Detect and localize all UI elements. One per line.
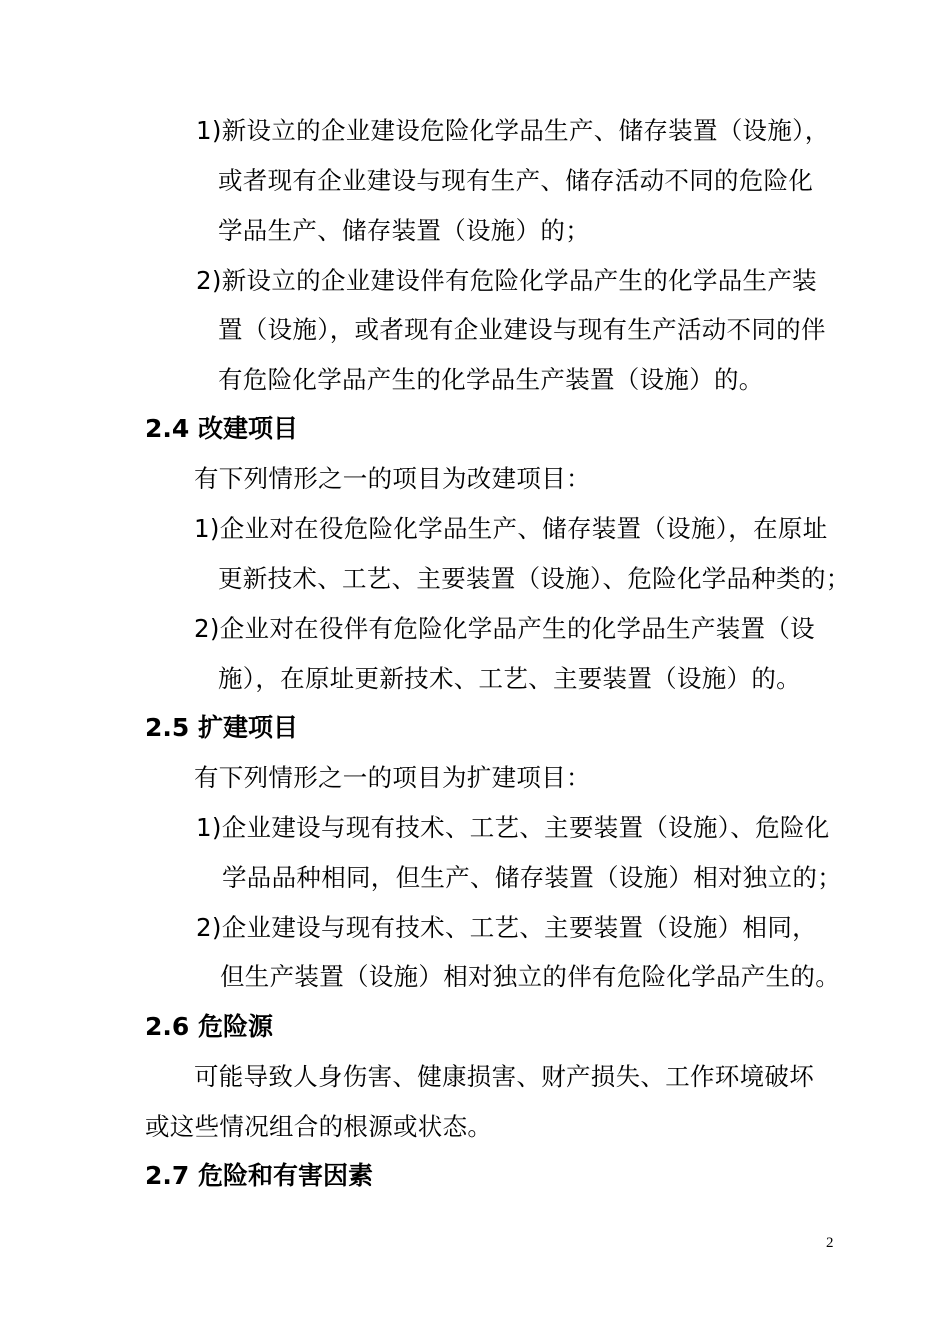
list-item-line: 学品生产、储存装置（设施）的； bbox=[218, 216, 590, 245]
list-item-line: 2)企业建设与现有技术、工艺、主要装置（设施）相同， bbox=[196, 913, 817, 942]
page-number: 2 bbox=[826, 1235, 834, 1251]
section-heading-2-4: 2.4 改建项目 bbox=[145, 414, 298, 443]
list-item-line: 或者现有企业建设与现有生产、储存活动不同的危险化 bbox=[218, 166, 814, 195]
section-intro: 有下列情形之一的项目为扩建项目： bbox=[194, 763, 591, 792]
list-item-line: 1)企业建设与现有技术、工艺、主要装置（设施）、危险化 bbox=[196, 813, 830, 842]
paragraph-line: 或这些情况组合的根源或状态。 bbox=[145, 1112, 493, 1141]
list-item-line: 但生产装置（设施）相对独立的伴有危险化学品产生的。 bbox=[220, 962, 840, 991]
paragraph-line: 可能导致人身伤害、健康损害、财产损失、工作环境破坏 bbox=[194, 1062, 814, 1091]
list-item-line: 置（设施），或者现有企业建设与现有生产活动不同的伴 bbox=[218, 315, 826, 344]
list-item-line: 学品品种相同，但生产、储存装置（设施）相对独立的； bbox=[222, 863, 842, 892]
list-item-line: 1)企业对在役危险化学品生产、储存装置（设施），在原址 bbox=[194, 514, 828, 543]
list-item-line: 2)企业对在役伴有危险化学品产生的化学品生产装置（设 bbox=[194, 614, 815, 643]
list-item-line: 1)新设立的企业建设危险化学品生产、储存装置（设施）， bbox=[196, 116, 830, 145]
section-intro: 有下列情形之一的项目为改建项目： bbox=[194, 464, 591, 493]
section-heading-2-5: 2.5 扩建项目 bbox=[145, 713, 298, 742]
list-item-line: 更新技术、工艺、主要装置（设施）、危险化学品种类的； bbox=[218, 564, 851, 593]
list-item-line: 2)新设立的企业建设伴有危险化学品产生的化学品生产装 bbox=[196, 266, 817, 295]
list-item-line: 施），在原址更新技术、工艺、主要装置（设施）的。 bbox=[218, 664, 801, 693]
list-item-line: 有危险化学品产生的化学品生产装置（设施）的。 bbox=[218, 365, 764, 394]
section-heading-2-7: 2.7 危险和有害因素 bbox=[145, 1161, 373, 1190]
section-heading-2-6: 2.6 危险源 bbox=[145, 1012, 273, 1041]
